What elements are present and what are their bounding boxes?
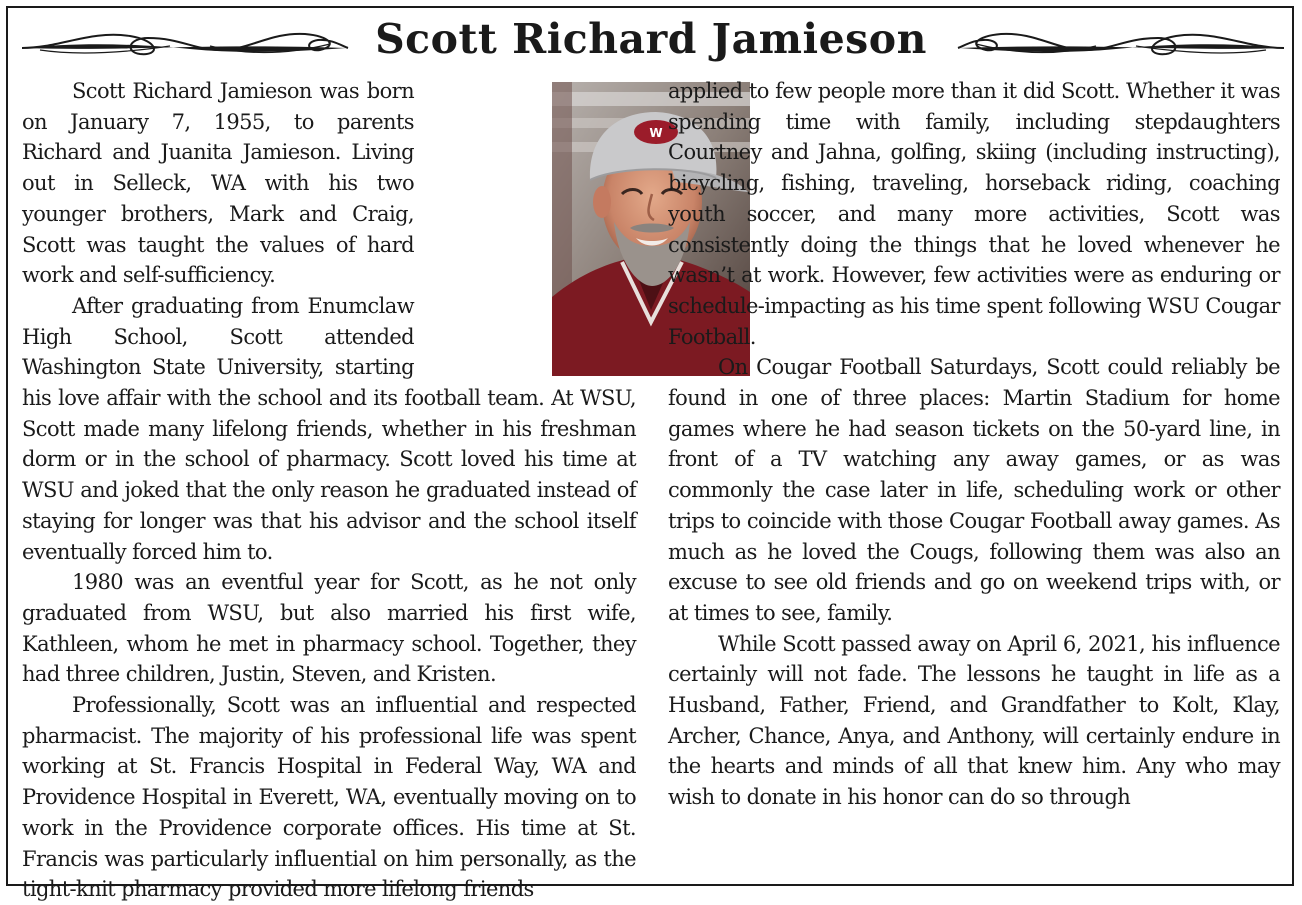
paragraph-legacy: While Scott passed away on April 6, 2021, his influence certainly will not fade. The lessons he taught in life as a Husband, Father, Friend, and Grandfather to Kolt, Klay, Archer, Chance, Anya, and Anthony, will certainly endure in the hearts and minds of all that knew him. Any who may wish to donate in his honor can do so through <box>668 631 1280 810</box>
right-flourish-ornament <box>956 20 1286 64</box>
svg-text:W: W <box>649 126 663 140</box>
paragraph-cougar-football: On Cougar Football Saturdays, Scott could reliably be found in one of three places: Martin Stadium for home games where he had season tickets on the 50-yard line, in front of a TV watching any away games, or as was commonly the case later in life, scheduling work or other trips to coincide with those Cougar Football away games. As much as he loved the Cougs, following them was also an excuse to see old friends and go on weekend trips with, or at times to see, family. <box>668 355 1280 625</box>
paragraph-career: Professionally, Scott was an influential and respected pharmacist. The majority of his professional life was spent working at St. Francis Hospital in Federal Way, WA and Providence Hospital in Everett, WA, eventually moving on to work in the Providence corporate offices. His time at St. Francis was particularly influential on him personally, as the tight-knit pharmacy provided more lifelong friends <box>22 693 636 902</box>
left-column <box>22 76 636 905</box>
paragraph-education: After graduating from Enumclaw High School, Scott attended Washington State University, starting his love affair with the school and its football team. At WSU, Scott made many lifelong friends, whether in his freshman dorm or in the school of pharmacy. Scott loved his time at WSU and joked that the only reason he graduated instead of staying for longer was that his advisor and the school itself eventually forced him to. <box>22 293 636 564</box>
title-text: Scott Richard Jamieson <box>359 15 943 63</box>
right-column <box>668 76 1280 813</box>
header <box>0 0 1302 80</box>
paragraph-hobbies: applied to few people more than it did Scott. Whether it was spending time with family, including stepdaughters Courtney and Jahna, golfing, skiing (including instructing), bicycling, fishing, traveling, horseback riding, coaching youth soccer, and many more activities, Scott was consistently doing the things that he loved whenever he wasn’t at work. However, few activities were as enduring or schedule-impacting as his time spent following WSU Cougar Football. <box>668 79 1280 349</box>
paragraph-birth: Scott Richard Jamieson was born on January 7, 1955, to parents Richard and Juanita Jamieson. Living out in Selleck, WA with his two younger brothers, Mark and Craig, Scott was taught the values of hard work and self-sufficiency. <box>22 79 414 288</box>
paragraph-marriage: 1980 was an eventful year for Scott, as he not only graduated from WSU, but also married his first wife, Kathleen, whom he met in pharmacy school. Together, they had three children, Justin, Steven, and Kristen. <box>22 570 636 687</box>
